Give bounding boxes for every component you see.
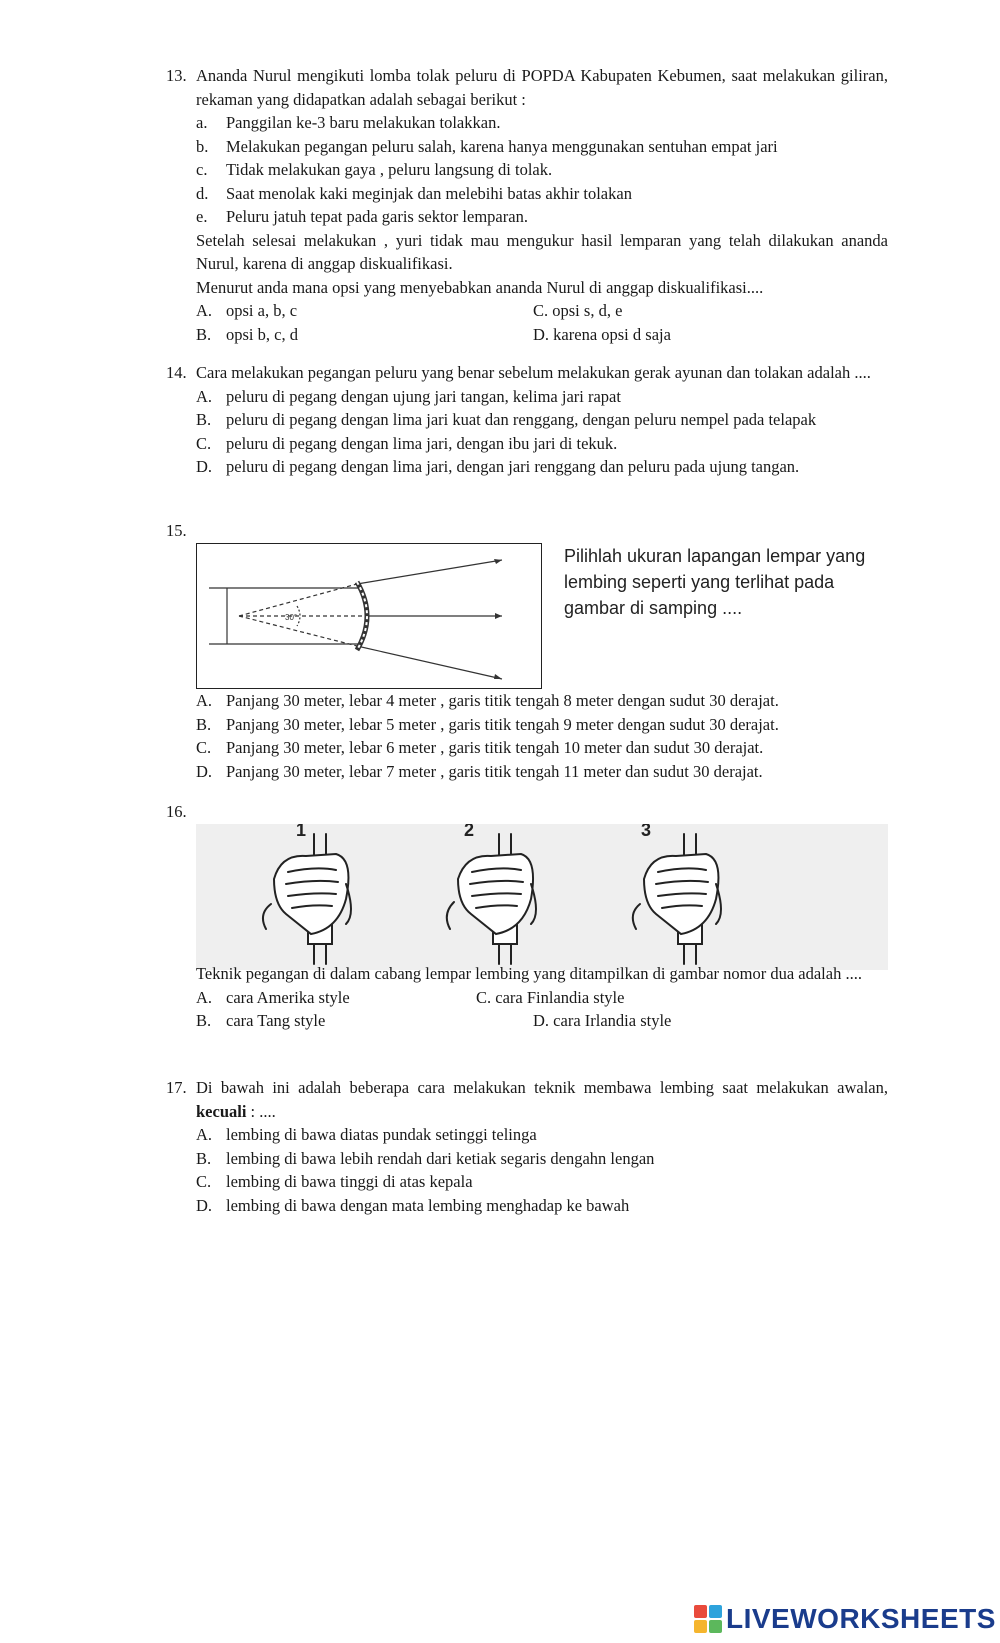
grip-1-hand bbox=[263, 834, 351, 964]
question-text: Ananda Nurul mengikuti lomba tolak peluru di POPDA Kabupaten Kebumen, saat melakukan giliran, rekaman yang didapatkan adalah sebagai berikut : bbox=[196, 66, 888, 109]
question-17 bbox=[166, 1076, 888, 1217]
answer-option-a[interactable]: A. opsi a, b, c bbox=[196, 301, 298, 320]
angle-label: 30° bbox=[285, 613, 298, 622]
answer-option-d[interactable]: D. karena opsi d saja bbox=[533, 324, 671, 344]
answer-option-c[interactable]: C. cara Finlandia style bbox=[476, 987, 625, 1007]
question-paragraph: Setelah selesai melakukan , yuri tidak mau mengukur hasil lemparan yang telah dilakukan ananda Nurul, karena di anggap diskualifikasi. bbox=[196, 230, 888, 273]
answer-option-a[interactable]: A. cara Amerika style bbox=[196, 987, 350, 1007]
answer-option-b[interactable]: B. lembing di bawa lebih rendah dari ketiak segaris dengahn lengan bbox=[196, 1148, 655, 1168]
record-item: e. Peluru jatuh tepat pada garis sektor lemparan. bbox=[196, 207, 528, 226]
question-text: Cara melakukan pegangan peluru yang benar sebelum melakukan gerak ayunan dan tolakan adalah .... bbox=[196, 363, 871, 382]
answer-option-c[interactable]: C. lembing di bawa tinggi di atas kepala bbox=[196, 1172, 473, 1191]
question-number: 13. bbox=[166, 66, 187, 85]
grip-2-hand bbox=[447, 834, 536, 964]
grip-label-2: 2 bbox=[464, 824, 475, 840]
answer-option-a[interactable]: A. Panjang 30 meter, lebar 4 meter , garis titik tengah 8 meter dengan sudut 30 derajat. bbox=[196, 691, 779, 710]
answer-option-c[interactable]: C. Panjang 30 meter, lebar 6 meter , garis titik tengah 10 meter dan sudut 30 derajat. bbox=[196, 738, 764, 757]
question-15 bbox=[166, 519, 888, 789]
question-text: Pilihlah ukuran lapangan lempar yang lembing seperti yang terlihat pada gambar di samping .... bbox=[564, 546, 866, 618]
answer-option-d[interactable]: D. peluru di pegang dengan lima jari, dengan jari renggang dan peluru pada ujung tangan. bbox=[196, 457, 800, 476]
liveworksheets-logo-icon bbox=[694, 1605, 722, 1633]
grip-label-3: 3 bbox=[641, 824, 652, 840]
answer-option-a[interactable]: A. lembing di bawa diatas pundak setinggi telinga bbox=[196, 1125, 537, 1144]
brand-name: LIVEWORKSHEETS bbox=[726, 1603, 996, 1635]
answer-option-a[interactable]: A. peluru di pegang dengan ujung jari tangan, kelima jari rapat bbox=[196, 386, 621, 406]
question-text: Di bawah ini adalah beberapa cara melakukan teknik membawa lembing saat melakukan awalan, kecuali : .... bbox=[196, 1078, 888, 1121]
record-item: a. Panggilan ke-3 baru melakukan tolakkan. bbox=[196, 113, 501, 132]
question-16 bbox=[166, 800, 888, 1070]
question-14 bbox=[166, 361, 888, 479]
answer-option-b[interactable]: B. opsi b, c, d bbox=[196, 324, 298, 344]
grip-illustration-svg bbox=[196, 824, 888, 970]
question-text: Teknik pegangan di dalam cabang lempar lembing yang ditampilkan di gambar nomor dua adalah .... bbox=[196, 964, 862, 983]
grip-label-1: 1 bbox=[296, 824, 307, 840]
javelin-field-diagram bbox=[196, 543, 542, 689]
record-item: d. Saat menolak kaki meginjak dan melebihi batas akhir tolakan bbox=[196, 183, 632, 203]
answer-option-c[interactable]: C. peluru di pegang dengan lima jari, dengan ibu jari di tekuk. bbox=[196, 433, 618, 453]
question-number: 15. bbox=[166, 521, 187, 540]
javelin-grip-figure bbox=[196, 824, 888, 970]
answer-option-d[interactable]: D. Panjang 30 meter, lebar 7 meter , garis titik tengah 11 meter dan sudut 30 derajat. bbox=[196, 761, 763, 781]
record-item: c. Tidak melakukan gaya , peluru langsung di tolak. bbox=[196, 160, 553, 179]
answer-option-b[interactable]: B. Panjang 30 meter, lebar 5 meter , garis titik tengah 9 meter dengan sudut 30 derajat. bbox=[196, 714, 779, 734]
answer-option-d[interactable]: D. lembing di bawa dengan mata lembing menghadap ke bawah bbox=[196, 1195, 630, 1215]
answer-option-b[interactable]: B. cara Tang style bbox=[196, 1011, 326, 1030]
record-item: b. Melakukan pegangan peluru salah, karena hanya menggunakan sentuhan empat jari bbox=[196, 136, 778, 156]
answer-option-c[interactable]: C. opsi s, d, e bbox=[533, 301, 623, 320]
answer-option-d[interactable]: D. cara Irlandia style bbox=[533, 1011, 672, 1030]
question-number: 14. bbox=[166, 363, 187, 382]
liveworksheets-brand[interactable] bbox=[694, 1604, 996, 1634]
grip-3-hand bbox=[633, 834, 721, 964]
answer-option-b[interactable]: B. peluru di pegang dengan lima jari kuat dan renggang, dengan peluru nempel pada telapak bbox=[196, 410, 817, 429]
emphasis-kecuali: kecuali bbox=[196, 1101, 247, 1121]
question-number: 16. bbox=[166, 802, 187, 821]
question-prompt: Menurut anda mana opsi yang menyebabkan ananda Nurul di anggap diskualifikasi.... bbox=[196, 277, 764, 297]
javelin-field-svg bbox=[197, 544, 543, 690]
question-number: 17. bbox=[166, 1078, 187, 1097]
question-13 bbox=[166, 64, 888, 346]
